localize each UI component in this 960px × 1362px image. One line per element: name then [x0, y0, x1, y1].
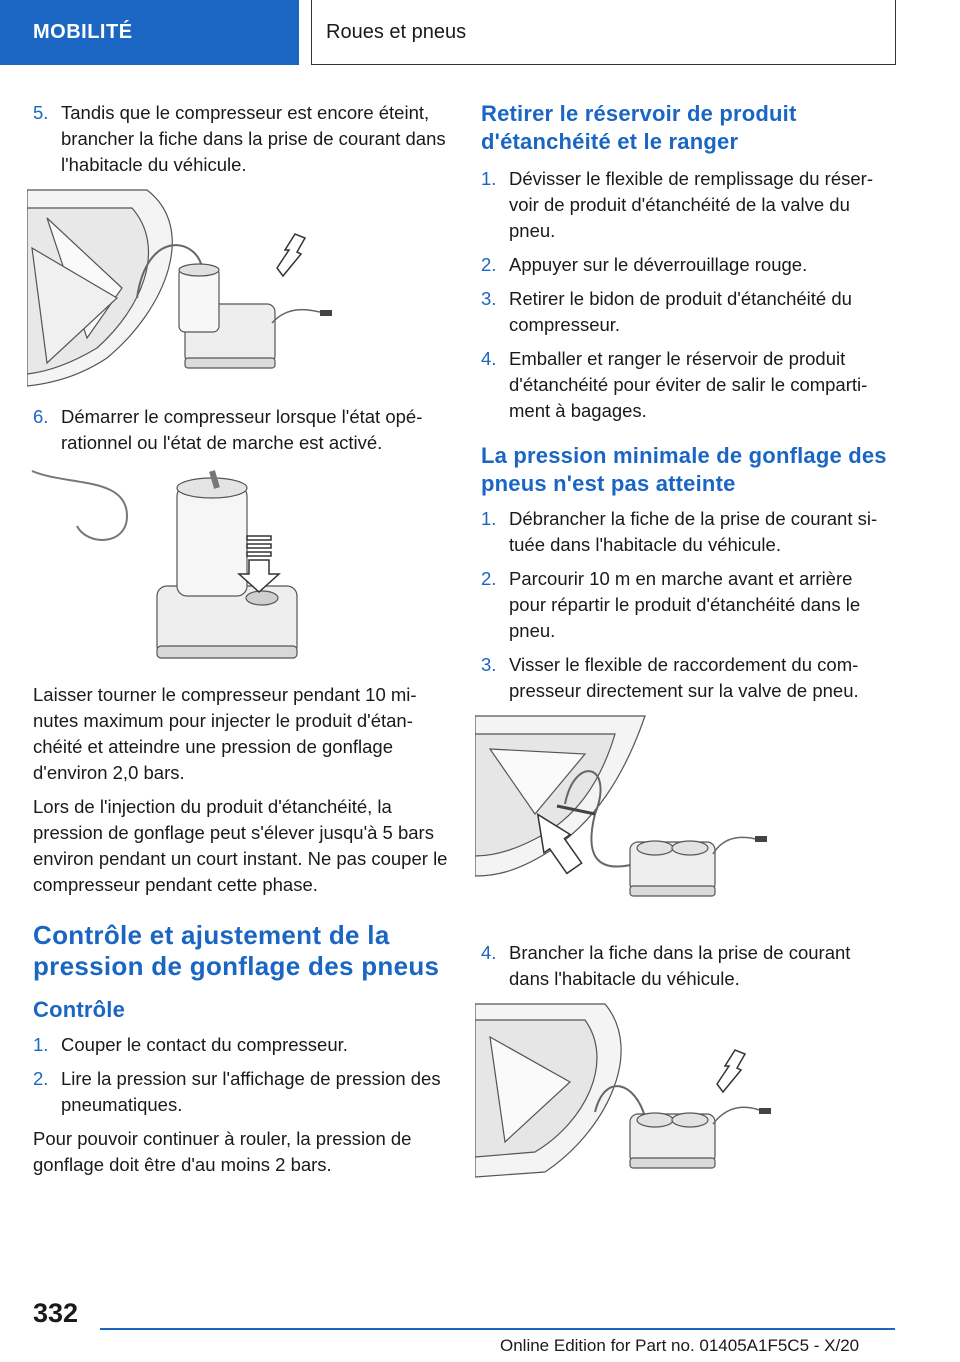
step-text: Visser le flexible de raccordement du compresseur directement sur la valve de pneu.	[509, 654, 859, 701]
step-text: Couper le contact du compresseur.	[61, 1034, 348, 1055]
footer-divider	[100, 1328, 895, 1330]
step-text: Débrancher la fiche de la prise de courant située dans l'habitacle du véhicule.	[509, 508, 878, 555]
step-item	[481, 506, 891, 558]
paragraph: Lors de l'injection du produit d'étanchéité, la pression de gonflage peut s'élever jusqu'à 5 bars environ pendant un court instant. Ne pas couper le compresseur pendant cette phase.	[33, 796, 448, 895]
step-number: 4.	[481, 348, 497, 369]
step-item	[481, 286, 891, 338]
step-number: 1.	[33, 1034, 49, 1055]
step-text: Lire la pression sur l'affichage de pression des pneumatiques.	[61, 1068, 441, 1115]
step-item	[481, 252, 891, 278]
section-heading: Contrôle et ajustement de la pression de gonflage des pneus	[33, 920, 440, 981]
step-text: Démarrer le compresseur lorsque l'état opérationnel ou l'état de marche est activé.	[61, 406, 423, 453]
step-number: 1.	[481, 168, 497, 189]
right-column	[481, 100, 891, 1198]
paragraph: Pour pouvoir continuer à rouler, la pression de gonflage doit être d'au moins 2 bars.	[33, 1128, 412, 1175]
section-heading: Retirer le réservoir de produit d'étanchéité et le ranger	[481, 101, 797, 154]
step-item	[481, 346, 891, 424]
step-text: Emballer et ranger le réservoir de produit d'étanchéité pour éviter de salir le compartiment à bagages.	[509, 348, 868, 421]
step-number: 6.	[33, 406, 49, 427]
illustration-compressor-wheel-plug	[27, 188, 337, 388]
chapter-tab	[311, 0, 896, 65]
left-column	[33, 100, 453, 1186]
step-number: 3.	[481, 288, 497, 309]
section-heading: La pression minimale de gonflage des pneus n'est pas atteinte	[481, 443, 887, 496]
step-text: Brancher la fiche dans la prise de courant dans l'habitacle du véhicule.	[509, 942, 851, 989]
step-item	[481, 652, 891, 704]
section-tab	[0, 0, 299, 65]
step-item	[481, 566, 891, 644]
step-item	[33, 100, 453, 178]
step-text: Parcourir 10 m en marche avant et arrière pour répartir le produit d'étanchéité dans le pneu.	[509, 568, 861, 641]
step-number: 2.	[481, 254, 497, 275]
step-item	[481, 940, 891, 992]
step-item	[481, 166, 891, 244]
step-number: 2.	[481, 568, 497, 589]
step-text: Tandis que le compresseur est encore éteint, brancher la fiche dans la prise de courant dans l'habitacle du véhicule.	[61, 102, 446, 175]
illustration-compressor-plug-arrow	[475, 1002, 775, 1182]
step-number: 4.	[481, 942, 497, 963]
step-number: 1.	[481, 508, 497, 529]
illustration-compressor-button	[27, 466, 337, 666]
footer-edition: Online Edition for Part no. 01405A1F5C5 - X/20	[500, 1336, 860, 1355]
step-item	[33, 1032, 453, 1058]
step-number: 5.	[33, 102, 49, 123]
section-title: MOBILITÉ	[33, 21, 133, 43]
step-text: Dévisser le flexible de remplissage du réservoir de produit d'étanchéité de la valve du pneu.	[509, 168, 873, 241]
subsection-heading: Contrôle	[33, 997, 126, 1022]
chapter-title: Roues et pneus	[326, 20, 467, 43]
page-number: 332	[33, 1298, 79, 1328]
illustration-hose-valve	[475, 714, 775, 924]
step-number: 2.	[33, 1068, 49, 1089]
step-item	[33, 1066, 453, 1118]
step-item	[33, 404, 453, 456]
step-text: Appuyer sur le déverrouillage rouge.	[509, 254, 808, 275]
step-number: 3.	[481, 654, 497, 675]
paragraph: Laisser tourner le compresseur pendant 10 minutes maximum pour injecter le produit d'étanchéité et atteindre une pression de gonflage d'environ 2,0 bars.	[33, 684, 417, 783]
step-text: Retirer le bidon de produit d'étanchéité du compresseur.	[509, 288, 852, 335]
